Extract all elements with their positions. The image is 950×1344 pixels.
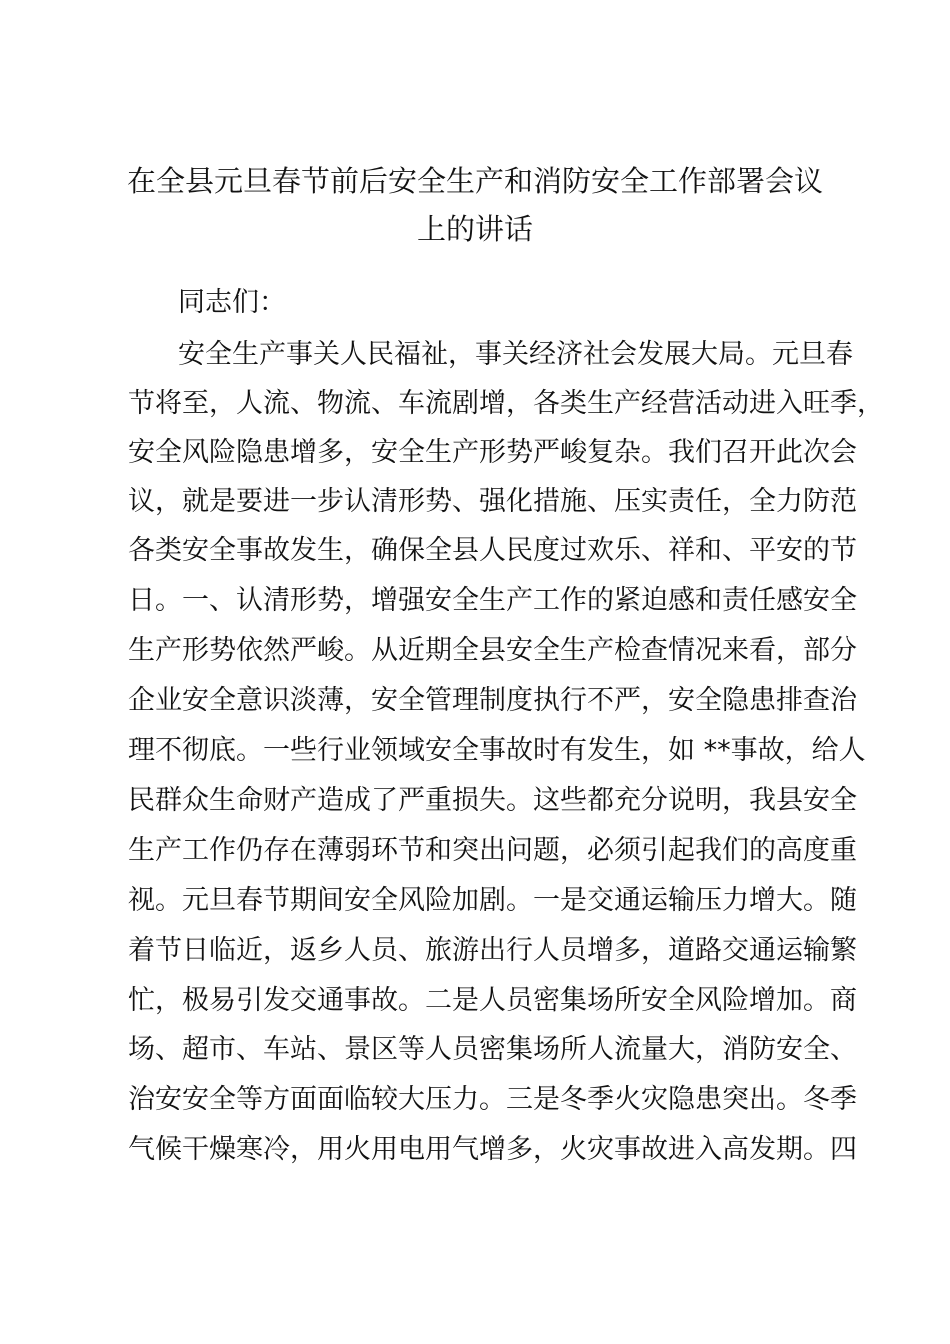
body-line: 节将至，人流、物流、车流剧增，各类生产经营活动进入旺季， [128,388,884,419]
body-line: 气候干燥寒冷，用火用电用气增多，火灾事故进入高发期。四 [128,1134,857,1165]
body-line: 企业安全意识淡薄，安全管理制度执行不严，安全隐患排查治 [128,685,857,716]
body-line: 安全生产事关人民福祉，事关经济社会发展大局。元旦春 [178,339,853,370]
document-title-line-2: 上的讲话 [416,212,533,246]
body-line: 生产形势依然严峻。从近期全县安全生产检查情况来看，部分 [128,635,857,666]
body-line: 安全风险隐患增多，安全生产形势严峻复杂。我们召开此次会 [128,437,857,468]
body-line: 议，就是要进一步认清形势、强化措施、压实责任，全力防范 [128,486,857,517]
body-line: 场、超市、车站、景区等人员密集场所人流量大，消防安全、 [128,1034,857,1065]
body-line: 生产工作仍存在薄弱环节和突出问题，必须引起我们的高度重 [128,835,857,866]
body-line: 各类安全事故发生，确保全县人民度过欢乐、祥和、平安的节 [128,535,857,566]
document-title-line-1: 在全县元旦春节前后安全生产和消防安全工作部署会议 [126,164,823,198]
body-line: 日。一、认清形势，增强安全生产工作的紧迫感和责任感安全 [128,585,857,616]
body-line: 忙，极易引发交通事故。二是人员密集场所安全风险增加。商 [128,985,857,1016]
salutation: 同志们： [178,287,286,318]
body-line: 治安安全等方面面临较大压力。三是冬季火灾隐患突出。冬季 [128,1084,857,1115]
body-line: 视。元旦春节期间安全风险加剧。一是交通运输压力增大。随 [128,885,857,916]
body-line: 理不彻底。一些行业领域安全事故时有发生，如 **事故，给人 [128,735,866,766]
body-line: 民群众生命财产造成了严重损失。这些都充分说明，我县安全 [128,785,857,816]
body-line: 着节日临近，返乡人员、旅游出行人员增多，道路交通运输繁 [128,935,857,966]
